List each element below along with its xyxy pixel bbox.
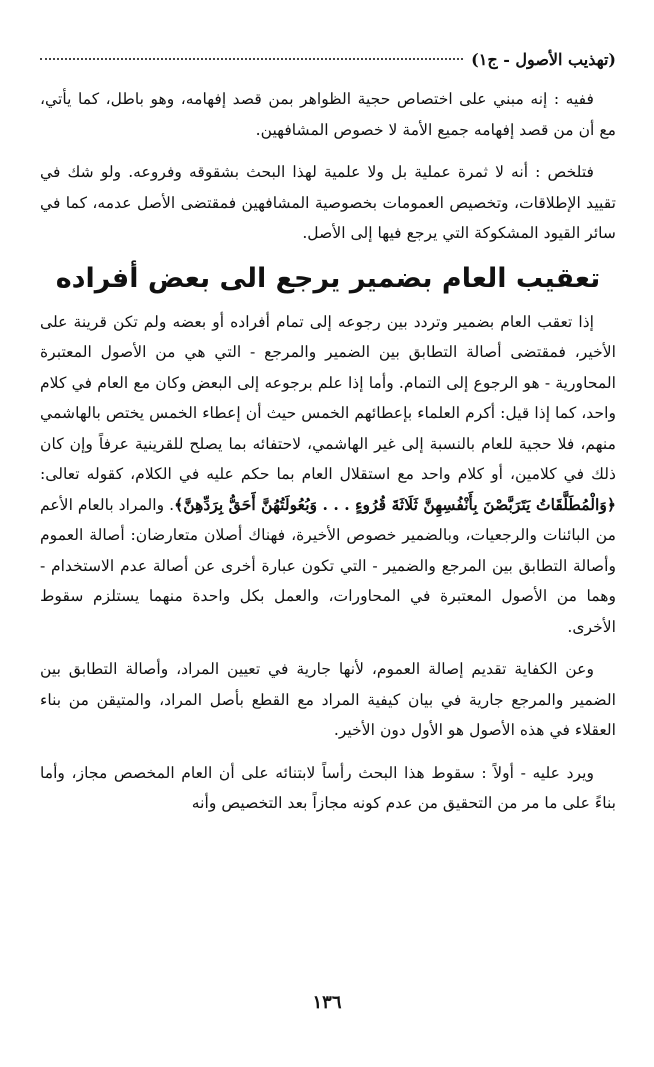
section-heading: تعقيب العام بضمير يرجع الى بعض أفراده bbox=[55, 262, 601, 294]
paragraph-4: وعن الكفاية تقديم إصالة العموم، لأنها جارية في تعيين المراد، وأصالة التطابق بين الضمير والمرجع جارية في بيان كيفية المراد مع القطع بأصل المراد، والمتيقن من بناء العقلاء في هذه الأصول هو الأول دون الأخير. bbox=[40, 660, 616, 739]
paragraph-3-text-before: إذا تعقب العام بضمير وتردد بين رجوعه إلى تمام أفراده أو بعضه ولم تكن قرينة على الأخير، فمقتضى أصالة التطابق بين الضمير والمرجع - التي هي من الأصول المعتبرة المحاورية - هو الرجوع إلى التمام. وأما إذا علم برجوعه إلى البعض وكان مع العام في كلام واحد، كما إذا قيل: أكرم العلماء بإعطائهم الخمس حيث أن إعطاء الخمس يختص بالهاشمي منهم، فلا حجية للعام بالنسبة إلى غير الهاشمي، لاحتفائه بما يصلح للقرينية عرفاً وإن كان ذلك في كلامين، أو كلام واحد مع استقلال العام بما حكم عليه في الكلام، كقوله تعالى: bbox=[40, 312, 616, 483]
quran-verse: ﴿وَالْمُطَلَّقَاتُ يَتَرَبَّصْنَ بِأَنْفُسِهِنَّ ثَلَاثَةَ قُرُوءٍ . . . وَبُعُولَتُهُنَّ أَحَقُّ بِرَدِّهِنَّ﴾ bbox=[174, 494, 616, 514]
header-dotted-leader bbox=[40, 58, 463, 60]
paragraph-3 bbox=[40, 307, 616, 643]
header-title: (تهذيب الأصول - ج١) bbox=[471, 50, 616, 69]
paragraph-3-text-after: . والمراد بالعام الأعم من البائنات والرجعيات، وبالضمير خصوص الأخيرة، فهناك أصلان متعارضان: أصالة العموم وأصالة التطابق بين المرجع والضمير - التي تكون عبارة أخرى عن أصالة عدم الاستخدام - وهما من الأصول المعتبرة في المحاورات، والعمل بكل واحدة منهما يستلزم سقوط الأخرى. bbox=[40, 495, 616, 636]
running-header bbox=[40, 50, 616, 76]
page-body bbox=[40, 50, 616, 819]
page-number: ١٣٦ bbox=[312, 992, 342, 1013]
paragraph-2: فتلخص : أنه لا ثمرة عملية بل ولا علمية لهذا البحث بشقوقه وفروعه. ولو شك في تقييد الإطلاقات، وتخصيص العمومات بخصوصية المشافهين فمقتضى الأصل عدمه، كما في سائر القيود المشكوكة التي يرجع فيها إلى الأصل. bbox=[40, 163, 616, 242]
paragraph-1: ففيه : إنه مبني على اختصاص حجية الظواهر بمن قصد إفهامه، وهو باطل، كما يأتي، مع أن من قصد إفهامه جميع الأمة لا خصوص المشافهين. bbox=[40, 90, 616, 139]
paragraph-5: ويرد عليه - أولاً : سقوط هذا البحث رأساً لابتنائه على أن العام المخصص مجاز، وأما بناءً على ما مر من التحقيق من عدم كونه مجازاً بعد التخصيص وأنه bbox=[40, 763, 616, 812]
